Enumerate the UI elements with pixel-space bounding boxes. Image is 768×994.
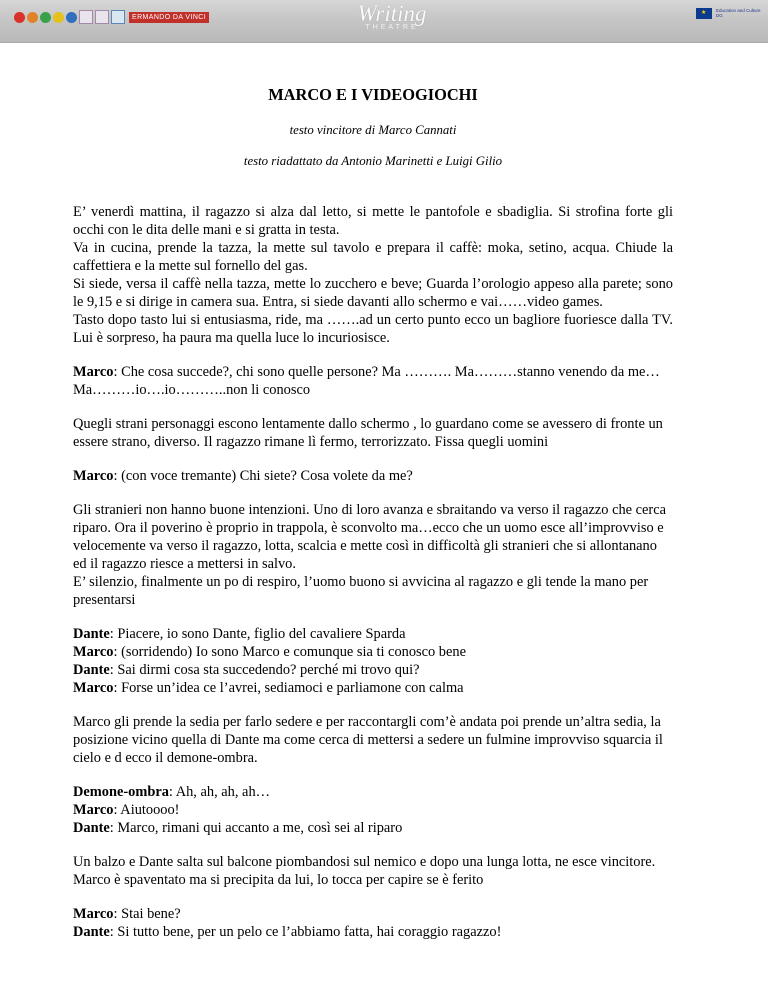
writing-theatre-logo: Writing THEATRE (357, 1, 427, 31)
school-badge: ERMANDO DA VINCI (129, 12, 209, 23)
script-text (73, 203, 673, 957)
eu-flag-icon: ★ (696, 8, 712, 19)
dialogue-line: Demone-ombra: Ah, ah, ah, ah… (73, 784, 271, 800)
header-banner (0, 0, 768, 43)
dialogue-line: Marco: Aiutoooo! (73, 802, 180, 818)
narration-paragraph: Marco gli prende la sedia per farlo sedere e per raccontargli com’è andata poi prende un’altra sedia, la posizione vicino quella di Dante ma come cerca di mettersi a sedere un fulmine improvviso squarcia il cielo e d ecco il demone-ombra. (73, 714, 663, 766)
narration-paragraph: Gli stranieri non hanno buone intenzioni. Uno di loro avanza e sbraitando va verso il ragazzo che cerca riparo. Ora il poverino è proprio in trappola, è sconvolto ma…ecco che un uomo esce all’improvviso e velocemente va verso il ragazzo, lotta, scalcia e mette così in difficoltà gli stranieri che si allontanano ed il ragazzo riesce a mettersi in salvo. E’ silenzio, finalmente un po di respiro, l’uomo buono si avvicina al ragazzo e gli tende la mano per presentarsi (73, 502, 666, 608)
dialogue-block (73, 783, 673, 837)
partner-logos (14, 10, 209, 24)
dialogue-block (73, 905, 673, 941)
narration-paragraph: E’ venerdì mattina, il ragazzo si alza dal letto, si mette le pantofole e sbadiglia. Si strofina forte gli occhi con le dita delle mani e si gratta in testa. Va in cucina, prende la tazza, la mette sul tavolo e prepara il caffè: moka, setino, acqua. Chiude la caffettiera e la mette sul fornello del gas. Si siede, versa il caffè nella tazza, mette lo zucchero e beve; Guarda l’orologio appeso alla parete; sono le 9,15 e si dirige in camera sua. Entra, si siede davanti allo schermo e vai……video games. Tasto dopo tasto lui si entusiasma, ride, ma …….ad un certo punto ecco un bagliore fuoriesce dalla TV. Lui è sorpreso, ha paura ma quella luce lo incuriosisce. (73, 204, 673, 346)
dialogue-line: Marco: (con voce tremante) Chi siete? Cosa volete da me? (73, 468, 413, 484)
partner-logo-icon (40, 12, 51, 23)
eu-logo: ★ Education and Culture DG (696, 8, 764, 19)
document-subtitle: testo vincitore di Marco Cannati (289, 123, 457, 137)
partner-logo-icon (111, 10, 125, 24)
dialogue-line: Dante: Si tutto bene, per un pelo ce l’abbiamo fatta, hai coraggio ragazzo! (73, 924, 502, 940)
partner-logo-icon (27, 12, 38, 23)
dialogue-line: Dante: Piacere, io sono Dante, figlio del cavaliere Sparda (73, 626, 406, 642)
dialogue-line: Marco: Forse un’idea ce l’avrei, sediamoci e parliamone con calma (73, 680, 464, 696)
dialogue-block (73, 625, 673, 697)
partner-logo-icon (95, 10, 109, 24)
dialogue-line: Dante: Marco, rimani qui accanto a me, così sei al riparo (73, 820, 403, 836)
narration-paragraph: Quegli strani personaggi escono lentamente dallo schermo , lo guardano come se avessero di fronte un essere strano, diverso. Il ragazzo rimane lì fermo, terrorizzato. Fissa quegli uomini (73, 416, 663, 450)
dialogue-line: Marco: Stai bene? (73, 906, 181, 922)
dialogue-line: Marco: Che cosa succede?, chi sono quelle persone? Ma ………. Ma………stanno venendo da me…Ma………io….io………..non li conosco (73, 364, 660, 398)
partner-logo-icon (53, 12, 64, 23)
dialogue-line: Dante: Sai dirmi cosa sta succedendo? perché mi trovo qui? (73, 662, 420, 678)
document-title: MARCO E I VIDEOGIOCHI (268, 85, 478, 104)
document-subtitle: testo riadattato da Antonio Marinetti e Luigi Gilio (243, 154, 503, 168)
dialogue-line: Marco: (sorridendo) Io sono Marco e comunque sia ti conosco bene (73, 644, 466, 660)
partner-logo-icon (14, 12, 25, 23)
partner-logo-icon (66, 12, 77, 23)
partner-logo-icon (79, 10, 93, 24)
narration-paragraph: Un balzo e Dante salta sul balcone piombandosi sul nemico e dopo una lunga lotta, ne esce vincitore. Marco è spaventato ma si precipita da lui, lo tocca per capire se è ferito (73, 854, 656, 888)
